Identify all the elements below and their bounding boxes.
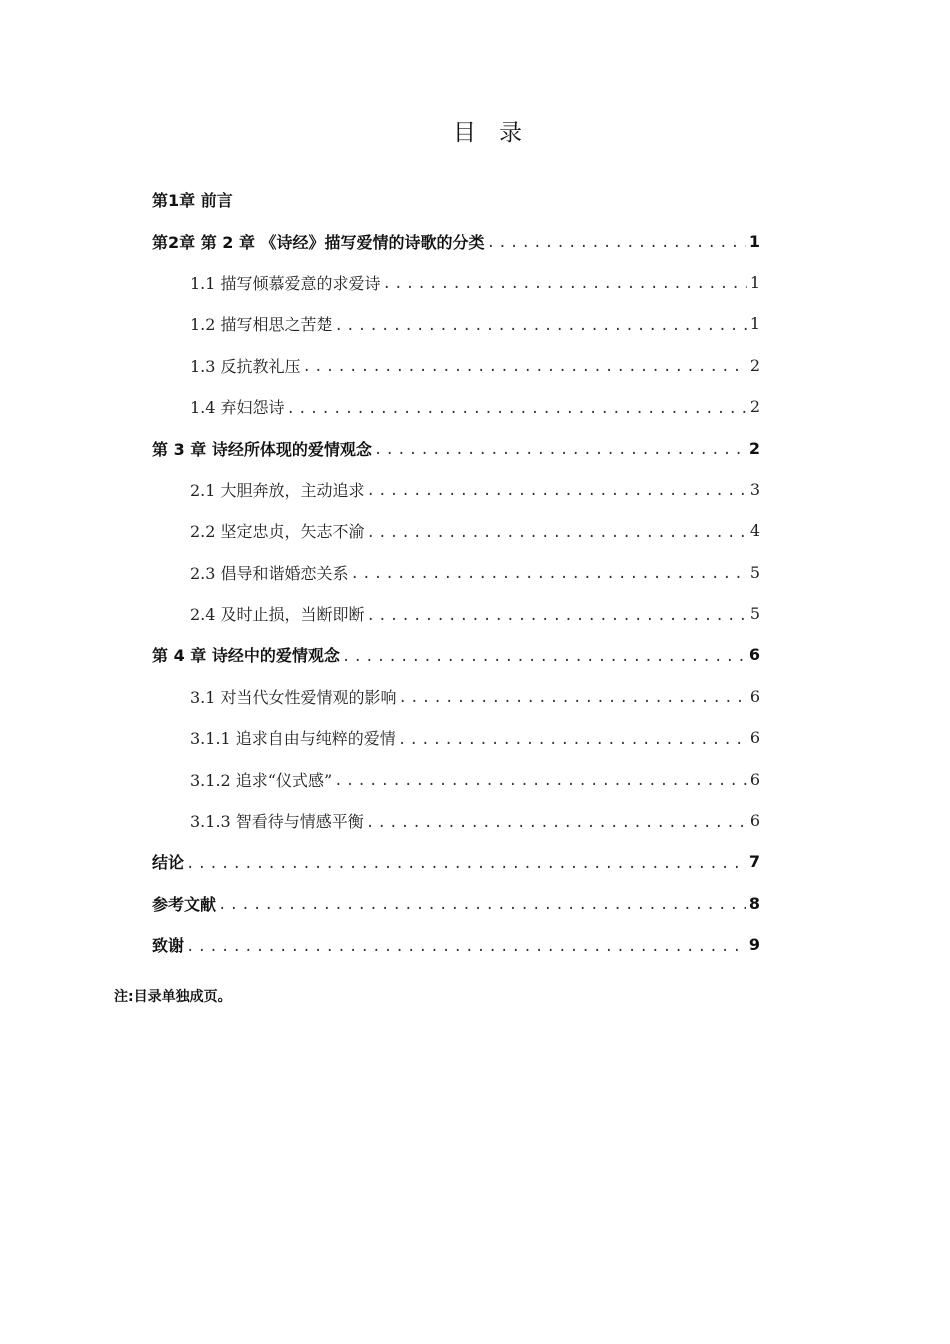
toc-page-number: 3 [749, 479, 760, 499]
toc-page-number: 2 [748, 438, 760, 458]
toc-page-number: 2 [749, 355, 760, 375]
toc-page-number: 6 [749, 728, 760, 748]
toc-entry-text: 结论 [152, 853, 185, 873]
toc-dot-leader [367, 526, 747, 540]
toc-entry[interactable] [0, 220, 950, 261]
toc-title: 目 录 [453, 120, 522, 146]
toc-entry-text: 1.4 弃妇怨诗 [190, 398, 285, 418]
toc-dot-leader [287, 402, 747, 416]
toc-entry-text: 2.1 大胆奔放，主动追求 [190, 480, 365, 500]
toc-entry-text: 1.2 描写相思之苦楚 [190, 315, 333, 335]
toc-dot-leader [186, 940, 746, 954]
toc-entry[interactable] [0, 427, 950, 468]
toc-page-number: 1 [749, 272, 760, 292]
toc-page-number: 6 [749, 686, 760, 706]
toc-entry[interactable] [0, 552, 950, 593]
toc-entry-text: 2.2 坚定忠贞，矢志不渝 [190, 522, 365, 542]
toc-dot-leader [383, 277, 747, 291]
toc-page-number: 5 [749, 604, 760, 624]
toc-entry[interactable] [0, 593, 950, 634]
toc-dot-leader [303, 360, 747, 374]
toc-entry-text: 2.4 及时止损，当断即断 [190, 605, 365, 625]
toc-entry[interactable] [0, 676, 950, 717]
toc-page-number: 7 [748, 852, 760, 872]
toc-entry-text: 1.1 描写倾慕爱意的求爱诗 [190, 273, 381, 293]
toc-entry-text: 3.1.1 追求自由与纯粹的爱情 [190, 729, 396, 749]
toc-page-number: 5 [749, 562, 760, 582]
toc-page-number: 4 [749, 521, 760, 541]
toc-entry[interactable] [0, 510, 950, 551]
toc-entry-text: 参考文献 [152, 894, 217, 914]
toc-page-number: 2 [749, 397, 760, 417]
toc-dot-leader [342, 650, 746, 664]
toc-page-number: 6 [749, 811, 760, 831]
toc-dot-leader [186, 857, 746, 871]
toc-entry-text: 第1章 前言 [152, 191, 233, 211]
toc-entry[interactable] [0, 717, 950, 758]
toc-dot-leader [398, 733, 747, 747]
toc-entry-text: 致谢 [152, 936, 185, 956]
toc-entry[interactable] [0, 469, 950, 510]
toc-dot-leader [367, 609, 747, 623]
toc-dot-leader [334, 774, 747, 788]
toc-entry-text: 第 3 章 诗经所体现的爱情观念 [152, 439, 372, 459]
toc-page-number: 6 [749, 769, 760, 789]
toc-entry-text: 3.1.3 智看待与情感平衡 [190, 812, 364, 832]
toc-entry-text: 3.1.2 追求“仪式感” [190, 770, 333, 790]
toc-entry-text: 第 4 章 诗经中的爱情观念 [152, 646, 340, 666]
toc-entry-text: 第2章 第 2 章 《诗经》描写爱情的诗歌的分类 [152, 232, 485, 252]
toc-entry[interactable] [0, 841, 950, 882]
toc-page-number: 6 [748, 645, 760, 665]
toc-dot-leader [374, 443, 746, 457]
toc-entry-text: 1.3 反抗教礼压 [190, 356, 301, 376]
toc-entry[interactable] [0, 924, 950, 965]
toc-dot-leader [351, 567, 747, 581]
toc-dot-leader [218, 898, 746, 912]
toc-page-number: 9 [748, 935, 760, 955]
toc-page-number: 1 [748, 231, 760, 251]
toc-dot-leader [335, 319, 747, 333]
toc-entry[interactable] [0, 262, 950, 303]
toc-entry[interactable] [0, 634, 950, 675]
toc-entry-text: 2.3 倡导和谐婚恋关系 [190, 563, 349, 583]
page-note: 注:目录单独成页。 [114, 989, 232, 1005]
toc-page-number: 8 [748, 893, 760, 913]
toc-dot-leader [366, 816, 747, 830]
toc-entry[interactable] [0, 883, 950, 924]
table-of-contents [0, 179, 950, 965]
toc-entry[interactable] [0, 386, 950, 427]
toc-entry[interactable] [0, 345, 950, 386]
toc-entry-text: 3.1 对当代女性爱情观的影响 [190, 687, 397, 707]
toc-dot-leader [367, 484, 747, 498]
toc-dot-leader [399, 691, 747, 705]
toc-entry[interactable] [0, 303, 950, 344]
toc-page-number: 1 [749, 314, 760, 334]
toc-entry[interactable] [0, 179, 950, 220]
toc-entry[interactable] [0, 800, 950, 841]
toc-dot-leader [487, 236, 746, 250]
toc-entry[interactable] [0, 758, 950, 799]
